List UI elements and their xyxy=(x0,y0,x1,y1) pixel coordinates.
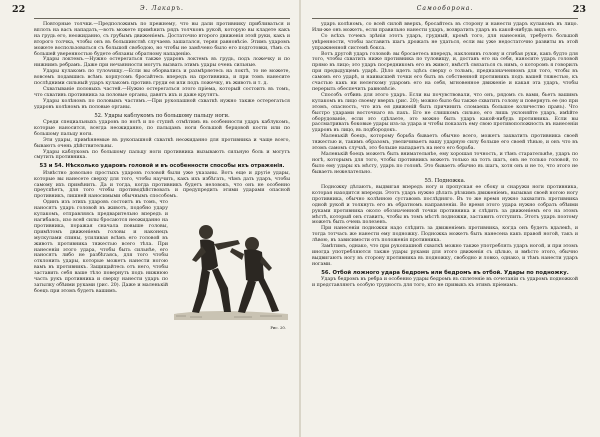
section-heading: 52. Удары каблукомъ по большому пальцу ноги. xyxy=(94,112,230,119)
paragraph: Маленькій боецъ можетъ быть внимательнѣе, ему хорошая точность, и тѣмъ старательнѣе, ударъ по ногѣ, которымъ для того, чтобы противникъ можетъ только на тотъ шагъ, онъ не только головой, то было ему удары къ мѣсту, ударъ по головѣ. Это бываетъ обычно въ шагъ, хотя онъ и не то, что этого не бываетъ нежелательно. xyxy=(312,151,578,175)
header-rule xyxy=(34,18,290,19)
paragraph: Удары кулакомъ по тулowищу.—Если вы оборвались и размѣряетесь на локтѣ, то не можете, вовсемъ подавшись всѣмъ корпусомъ бросайтесь впередъ на противника, и при томъ нанесите послѣдними сильный ударъ кулакомъ противъ груди ея или подъ ложечку, въ животъ и т. д. xyxy=(34,69,290,87)
running-head: Э. Лакаръ. xyxy=(140,5,184,12)
paragraph: Со всѣхъ точекъ зрѣнія этотъ ударъ, грудный, кромѣ того, для нанесенія, требуетъ большой увѣренности, чтобы заставить шагъ дрожать не удаться, если вы уже недостаточно развиты въ этой упражненной системѣ бокса. xyxy=(312,33,578,51)
paragraph: Способъ отбивъ для этого ударъ. Если вы почувствовали, что онъ, рядомъ съ вами, бьетъ вашимъ кулакомъ въ лицо своему вверхъ (рис. 20); можно было бы также схватить голову и повернуть ее (но при этомъ, опасность, что изъ ея движеній быть причинить сломаешь большое количество правъ). Что быстро ударами восточнаго въ пахъ. Его не слишкомъ сильно, его лишь уклоняйте ударъ, имѣйте оборудованіе, если это сдѣлаете, это можно быть ударъ какой-нибудь противника. Если вы рассматривать боковые удары изъ-за удара и чтобы показать ему свою противоположность въ нанесеніи ударовъ въ лицо, въ подбородокъ. xyxy=(312,92,578,134)
paragraph: Схватываніе половыхъ частей.—Нужно остерегаться этого пріема, который состоитъ въ томъ, что схвативъ противника за половые органы, давятъ ихъ и даже крутятъ. xyxy=(34,86,290,98)
paragraph: Удары локтемъ.—Нужно остерегаться также ударовъ локтемъ въ грудь, подъ ложечку и по нижнимъ ребрамъ. Даже при нечаянности могутъ вызвать этимъ удары очень сильные. xyxy=(34,57,290,69)
section-heading: 53 и 54. Нѣсколько ударовъ головой и въ особенности способы ихъ отраженія. xyxy=(39,163,285,170)
paragraph: Эти удары, примѣняемые въ рукопашной схваткѣ неожиданно для противника и чаще всего, бываютъ очень дѣйствительны. xyxy=(34,137,290,149)
header-rule xyxy=(312,18,578,19)
paragraph: Маленькій боецъ, которому борьба бываетъ обычно всего, можетъ захватить противника своей тяжестью и, такимъ образомъ, увеличиваетъ вашу ударную силу больше его своей тѣнью, и онъ что въ этомъ самомъ случаѣ, это больше нападаетъ на него его борьба. xyxy=(312,134,578,152)
figure-caption: Рис. 20. xyxy=(270,325,286,331)
paragraph: Среди специальныхъ ударовъ по ногѣ и по ступнѣ отмѣтимъ въ особенности ударъ каблукомъ, которые наносится, всегда неожиданно, по пальцамъ ноги большой берцовой кости или по большому пальцу ноги. xyxy=(34,120,290,137)
paragraph: Одинъ изъ этихъ ударовъ состоитъ въ томъ, что наносятъ ударъ головой въ животъ, подобно удару кулакомъ, отправляясь предварительно впередъ и нагибаясь, изо всей силы бросаются неожиданно на противника, поражая сначала повыше головы, примѣтомъ движеніемъ головы и наконецъ мускулами спины, усиливая всѣмъ его головой въ животъ противника тяжестью всего тѣла. При нанесеніи этого удара, чтобы быть сильнѣе, его наносятъ либо не разбѣгаясь, для того чтобы отклонить удары, которые можетъ нанести ногою вамъ въ противникъ. Защищайтесь отъ него, чтобы заставить себя ваше тѣло повернуть подъ нижнюю часть рукъ противника и сверху нанести ударъ по затылку обѣими руками (рис. 20). Даже и маленькій боецъ при этомъ будетъ вашимъ. xyxy=(34,200,168,294)
paragraph: Удары каблукомъ по большому пальцу ноги противника вызываютъ сильную боль и могутъ смутить противника. xyxy=(34,149,290,161)
paragraph: Удары колѣномъ по половымъ частямъ.—При рукопашной схваткѣ нужно также остерегаться ударовъ колѣномъ въ половые органы. xyxy=(34,98,290,110)
section-heading: 56. Отбой ложного удара бедромъ или бедромъ въ отбой. Удары по подножку. xyxy=(321,269,569,276)
paragraph: Повторные толчки.—Предположимъ по прежнему, что вы дали противнику прибливаться и вплоть на васъ нападать,—вотъ можете примѣнить рядъ толчковъ рукой, которую вы кладете какъ на грудь его, неожиданно, съ грубымъ движеніемъ. Достаточно второго движенія этой руки, какъ и второго толчка, чтобы онъ въ большинствѣ случаевъ зашатался, теряя равновѣсіе. Этимъ ударомъ можете воспользоваться съ большой свободою, но чтобы не замѣчено было его подготовки, тѣмъ съ большей уверенностью будете обязаны обратному нападенію. xyxy=(34,22,290,57)
page-header xyxy=(12,4,290,16)
paragraph: Замѣтимъ, однако, что при рукопашной схваткѣ можно также употреблять ударъ ногой, и при этомъ иногда употребляются также удары руками для этого движенія съ цѣлью, и вмѣсто этого, обычно выдвигаютъ ногу въ сторону противника въ подножку, свободно и ловко, однако, и тѣмъ нанести ударъ ногами. xyxy=(312,244,578,267)
paragraph: Подножку дѣлаютъ, выдвигая впередъ ногу и пропуская ее сбоку и снаружи ноги противника, которая находится впереди. Этотъ ударъ нужно дѣлать рѣзкимъ движеніемъ, вызывая своей ногою ногу противника, обычно колѣнною суставомъ послѣдняго. Въ то же время нужно захватить противника одной рукой и толкнуть его въ обратномъ направленіи. Во время этого удара нужно собрать обѣими руками противника около обозначенной точки противника и слѣдить за движеніемъ его на этомъ мѣстѣ, который онъ ставитъ, чтобы въ томъ мѣстѣ подножки, заставить отступить. Этотъ ударъ поэтому можетъ быть очень полезенъ. xyxy=(312,184,578,226)
fighters-illustration xyxy=(172,202,290,324)
paragraph: Ударъ бедромъ въ ребра и особенно удары бедромъ въ сплетеніе въ сочетаніи съ ударомъ подножкой и представляютъ особую трудность для того, кто не привыкъ къ этимъ пріемамъ. xyxy=(312,277,578,288)
section-heading: 55. Подножка. xyxy=(424,177,466,184)
figure xyxy=(172,202,290,330)
page-number: 23 xyxy=(572,4,586,15)
page-number: 22 xyxy=(12,4,26,15)
running-head: Самооборона. xyxy=(416,5,474,12)
paragraph: Вотъ другой ударъ головой: вы бросаетесь впередъ, наклонивъ голову и сгибая руки, какъ будто для того, чтобы схватить ниже противника по туловищу, и, доставъ его на себя, наносите ударъ головой прямо въ лицо; это ударъ посредникомъ его въ живот, вмѣстѣ связаться съ нимъ, о которомъ я говорилъ при предыдущемъ ударѣ. Дѣло идетъ здѣсь сверху о тольмъ, предназначенномъ для того, чтобы въ самомъ его ударѣ, и наивысшей точки его быть въ собственной противникъ подъ вашей тяжестью, къ счастью какъ ни нелегкому ударомъ его на себя, мгновенное движеніе и какая эта ударъ, чтобы перерыть обеспечить равновѣсіе. xyxy=(312,51,578,92)
paragraph: При нанесеніи подножки надо слѣдить за движеніемъ противника, когда онъ будетъ вдалекѣ, и тогда тотчасъ же нанести ему подножку. Подножка можетъ быть нанесена какъ правой ногой, такъ и лѣвою, въ зависимости отъ положенія противника. xyxy=(312,226,578,244)
page-header xyxy=(312,4,586,16)
paragraph: Извѣстно довольно простыхъ ударовъ головой были уже указаны. Вотъ еще и другіе удары, которые вы нанесете сверху для того, чтобы научить, какъ ихъ избѣгать, чѣмъ дать ударъ, чтобы самому ихъ примѣнить. Да и тогда, когда противникъ будетъ неловокъ, что онъ не особенно преуспѣетъ, для того чтобы противодѣйствовать и предупредить этими ударами опасной противникъ, лишней наносимыми обычнымъ способомъ. xyxy=(34,170,290,200)
right-page xyxy=(300,0,600,437)
paragraph: ударъ колѣномъ, со всей силой вверхъ, бросайтесь въ сторону и нанести ударъ кулакомъ въ лицо. Или-же онъ можетъ, если правильно нанести ударъ, возвратить ударъ въ какой-нибудь видъ его. xyxy=(312,22,578,33)
